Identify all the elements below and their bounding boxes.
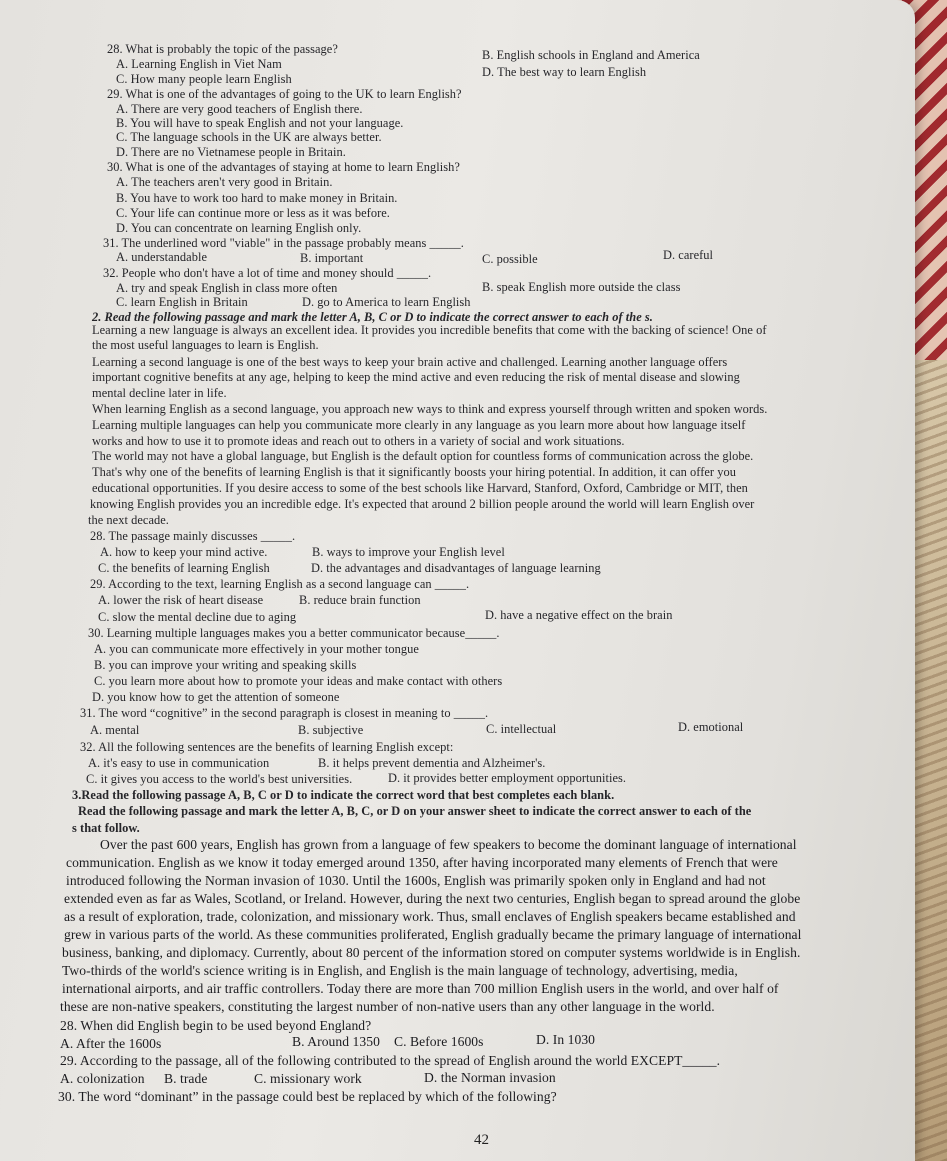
question-30-stem: 30. Learning multiple languages makes you a better communicator because_____. <box>88 626 500 640</box>
question-29-stem: 29. What is one of the advantages of going to the UK to learn English? <box>107 87 462 101</box>
option-b: B. You will have to speak English and not your language. <box>116 116 404 130</box>
option-d: D. In 1030 <box>536 1032 596 1047</box>
passage-line: introduced following the Norman invasion of 1030. Until the 1600s, English was primarily spoken only in England and had not <box>66 873 766 888</box>
question-31-stem: 31. The word “cognitive” in the second paragraph is closest in meaning to _____. <box>80 706 489 720</box>
passage-line: as a result of exploration, trade, colonization, and missionary work. Thus, small enclaves of English speakers became established and <box>64 909 796 924</box>
option-d: D. you know how to get the attention of someone <box>92 690 340 704</box>
option-b: B. ways to improve your English level <box>312 545 505 559</box>
passage-line: grew in various parts of the world. As these communities proliferated, English gradually became the primary language of international <box>64 927 802 942</box>
option-b: B. it helps prevent dementia and Alzheimer's. <box>318 756 546 770</box>
option-a: A. The teachers aren't very good in Britain. <box>116 175 333 189</box>
option-a: A. how to keep your mind active. <box>100 545 268 559</box>
option-c: C. learn English in Britain <box>116 295 248 309</box>
question-28-stem: 28. When did English begin to be used beyond England? <box>60 1018 372 1033</box>
passage-line: mental decline later in life. <box>92 386 227 400</box>
question-32-stem: 32. People who don't have a lot of time and money should _____. <box>103 266 432 280</box>
section-3-instruction-cont: s that follow. <box>72 821 140 835</box>
option-a: A. you can communicate more effectively in your mother tongue <box>94 642 419 656</box>
passage-line: extended even as far as Wales, Scotland, or Ireland. However, during the next two centuries, English began to spread around the globe <box>64 891 801 906</box>
option-b: B. important <box>300 251 364 265</box>
option-a: A. try and speak English in class more often <box>116 281 338 295</box>
question-29-stem: 29. According to the text, learning English as a second language can _____. <box>90 577 470 591</box>
option-b: B. trade <box>164 1071 208 1086</box>
question-30-stem: 30. The word “dominant” in the passage could best be replaced by which of the following? <box>58 1089 557 1104</box>
option-d: D. You can concentrate on learning English only. <box>116 221 362 235</box>
section-3-instruction: Read the following passage and mark the letter A, B, C, or D on your answer sheet to indicate the correct answer to each of the <box>78 804 752 818</box>
option-d: D. it provides better employment opportunities. <box>388 771 627 785</box>
page-number: 42 <box>474 1132 489 1148</box>
option-c: C. the benefits of learning English <box>98 561 270 575</box>
passage-line: these are non-native speakers, constituting the largest number of non-native users than any other language in the world. <box>60 999 715 1014</box>
option-d: D. go to America to learn English <box>302 295 471 309</box>
question-32-stem: 32. All the following sentences are the benefits of learning English except: <box>80 740 454 754</box>
option-c: C. missionary work <box>254 1071 362 1086</box>
option-d: D. have a negative effect on the brain <box>485 608 673 622</box>
option-d: D. There are no Vietnamese people in Britain. <box>116 145 346 159</box>
passage-line: knowing English provides you an incredible edge. It's expected that around 2 billion people around the world will learn English over <box>90 497 755 511</box>
option-c: C. it gives you access to the world's best universities. <box>86 772 353 786</box>
option-c: C. slow the mental decline due to aging <box>98 610 297 624</box>
passage-line: educational opportunities. If you desire access to some of the best schools like Harvard, Stanford, Oxford, Cambridge or MIT, then <box>92 481 748 495</box>
section-3-heading: 3.Read the following passage A, B, C or D to indicate the correct word that best completes each blank. <box>72 788 615 802</box>
option-b: B. Around 1350 <box>292 1034 380 1049</box>
option-d: D. emotional <box>678 720 744 734</box>
question-30-stem: 30. What is one of the advantages of staying at home to learn English? <box>107 160 460 174</box>
passage-line: Learning a new language is always an excellent idea. It provides you incredible benefits that come with the backing of science! One of <box>92 323 767 337</box>
passage-line: That's why one of the benefits of learning English is that it significantly boosts your hiring potential. In addition, it can offer you <box>92 465 736 479</box>
option-c: C. possible <box>482 252 538 266</box>
passage-line: the most useful languages to learn is English. <box>92 338 319 352</box>
option-a: A. Learning English in Viet Nam <box>116 57 282 71</box>
passage-line: Two-thirds of the world's science writing is in English, and English is the main language of technology, advertising, media, <box>62 963 738 978</box>
option-d: D. the advantages and disadvantages of language learning <box>311 561 601 575</box>
option-b: B. speak English more outside the class <box>482 280 681 294</box>
option-b: B. you can improve your writing and speaking skills <box>94 658 357 672</box>
option-b: B. subjective <box>298 723 364 737</box>
option-c: C. intellectual <box>486 722 557 736</box>
passage-line: works and how to use it to promote ideas and reach out to others in a variety of social and work situations. <box>92 434 625 448</box>
question-28-stem: 28. The passage mainly discusses _____. <box>90 529 296 543</box>
option-a: A. colonization <box>60 1071 145 1086</box>
option-b: B. reduce brain function <box>299 593 421 607</box>
option-a: A. it's easy to use in communication <box>88 756 270 770</box>
passage-line: Learning a second language is one of the best ways to keep your brain active and challenged. Learning another language offers <box>92 355 728 369</box>
passage-line: Learning multiple languages can help you communicate more clearly in any language as you learn more about how language itself <box>92 418 746 432</box>
option-d: D. the Norman invasion <box>424 1070 556 1085</box>
passage-line: important cognitive benefits at any age, helping to keep the mind active and even reducing the risk of mental disease and slowing <box>92 370 740 384</box>
option-c: C. Your life can continue more or less as it was before. <box>116 206 390 220</box>
option-a: A. After the 1600s <box>60 1036 162 1051</box>
passage-line: When learning English as a second language, you approach new ways to think and express yourself through written and spoken words. <box>92 402 768 416</box>
question-28-stem: 28. What is probably the topic of the passage? <box>107 42 338 56</box>
option-c: C. Before 1600s <box>394 1034 484 1049</box>
passage-line: the next decade. <box>88 513 169 527</box>
section-2-heading: 2. Read the following passage and mark the letter A, B, C or D to indicate the correct answer to each of the s. <box>92 310 653 324</box>
option-a: A. understandable <box>116 250 207 264</box>
passage-line: business, banking, and diplomacy. Currently, about 80 percent of the information stored on computer systems worldwide is in English. <box>62 945 801 960</box>
option-d: D. The best way to learn English <box>482 65 647 79</box>
question-31-stem: 31. The underlined word "viable" in the passage probably means _____. <box>103 236 464 250</box>
option-b: B. English schools in England and America <box>482 48 700 62</box>
option-a: A. mental <box>90 723 140 737</box>
passage-line: international airports, and air traffic controllers. Today there are more than 700 million English users in the world, and over half of <box>62 981 779 996</box>
option-b: B. You have to work too hard to make money in Britain. <box>116 191 398 205</box>
passage-line: communication. English as we know it today emerged around 1350, after having incorporated many elements of French that were <box>66 855 778 870</box>
option-c: C. you learn more about how to promote your ideas and make contact with others <box>94 674 503 688</box>
option-c: C. How many people learn English <box>116 72 292 86</box>
option-c: C. The language schools in the UK are always better. <box>116 130 382 144</box>
option-a: A. lower the risk of heart disease <box>98 593 264 607</box>
passage-line: The world may not have a global language, but English is the default option for countless forms of communication across the globe. <box>92 449 754 463</box>
passage-line: Over the past 600 years, English has grown from a language of few speakers to become the dominant language of international <box>100 837 797 852</box>
option-a: A. There are very good teachers of English there. <box>116 102 363 116</box>
question-29-stem: 29. According to the passage, all of the following contributed to the spread of English around the world EXCEPT_____. <box>60 1053 721 1068</box>
option-d: D. careful <box>663 248 714 262</box>
